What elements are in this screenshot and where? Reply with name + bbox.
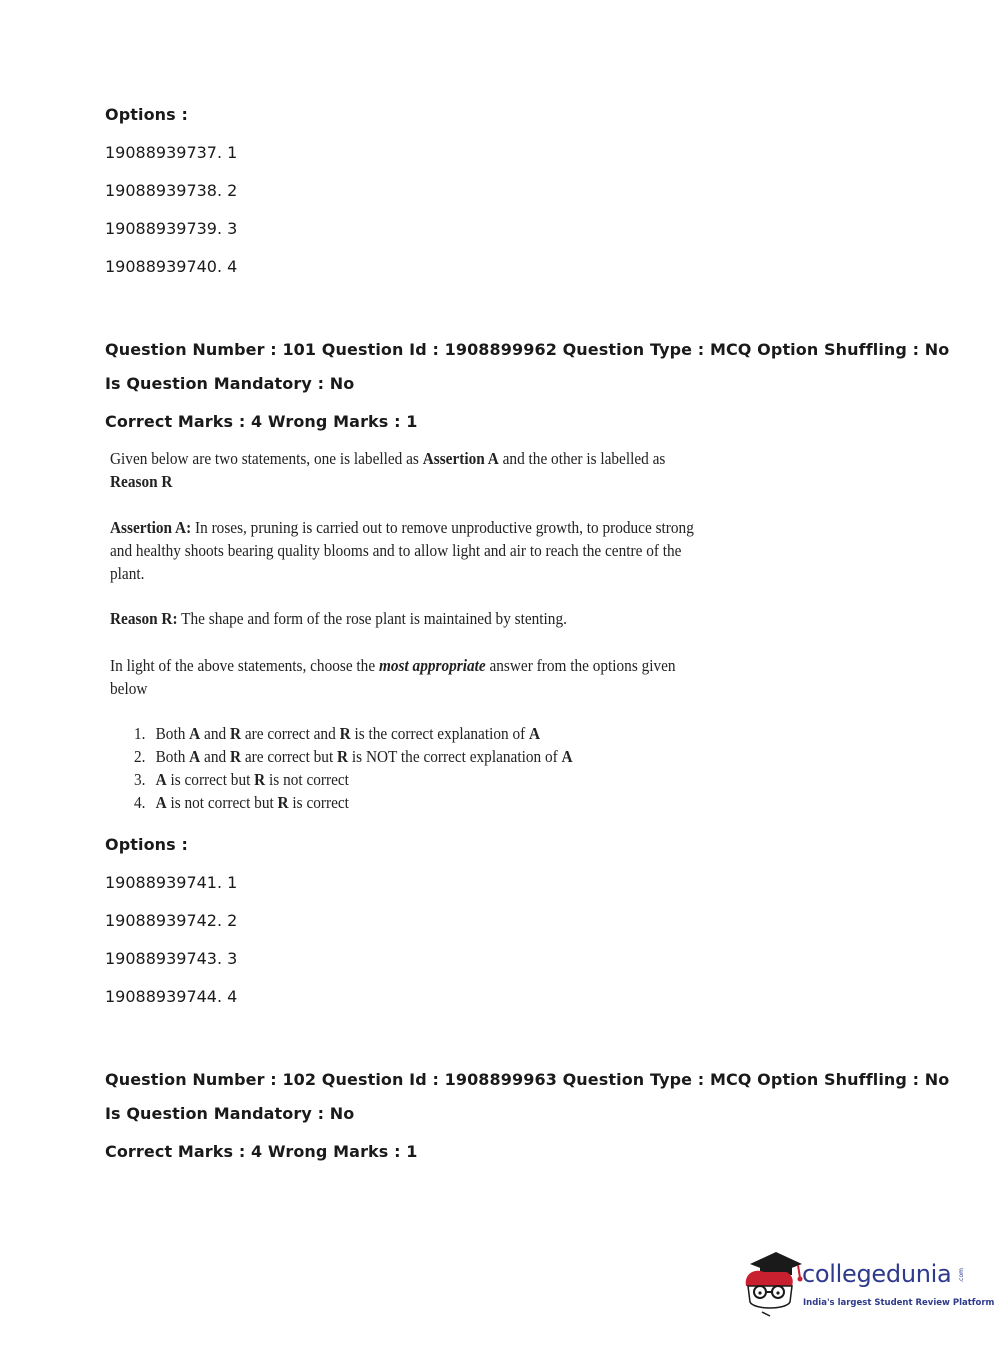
choice-text: Both: [155, 747, 190, 766]
intro-reason: Reason R: [110, 472, 173, 491]
assertion-block: [110, 516, 759, 585]
choice-bold: R: [254, 770, 266, 789]
choice-bold: A: [155, 770, 167, 789]
choice-bold: A: [189, 724, 201, 743]
question-header: Question Number : 102 Question Id : 1908899963 Question Type : MCQ Option Shuffling : No: [105, 1070, 950, 1089]
mascot-icon: [740, 1246, 804, 1318]
assertion-text: In roses, pruning is carried out to remove unproductive growth, to produce strong: [191, 518, 694, 537]
choice-text: is the correct explanation of: [350, 724, 530, 743]
option-item: 19088939740. 4: [105, 257, 238, 276]
reason-line: [110, 607, 567, 630]
logo-com: .com: [958, 1268, 965, 1283]
intro-line: [110, 447, 665, 470]
choice-text: is not correct but: [166, 793, 278, 812]
question-marks: Correct Marks : 4 Wrong Marks : 1: [105, 1142, 418, 1161]
option-item: 19088939741. 1: [105, 873, 238, 892]
choice-item: [134, 791, 573, 814]
choice-number: 3.: [134, 770, 146, 789]
option-item: 19088939738. 2: [105, 181, 238, 200]
choice-item: [134, 722, 573, 745]
choice-bold: A: [529, 724, 541, 743]
assertion-line: plant.: [110, 564, 145, 583]
option-item: 19088939739. 3: [105, 219, 238, 238]
choice-text: Both: [155, 724, 190, 743]
assertion-line: and healthy shoots bearing quality blooms and to allow light and air to reach the centre of the: [110, 541, 682, 560]
instruction-emphasis: most appropriate: [378, 656, 486, 675]
reason-block: [110, 607, 618, 630]
logo-tagline: India's largest Student Review Platform: [803, 1298, 995, 1308]
option-item: 19088939744. 4: [105, 987, 238, 1006]
choice-list: [134, 722, 621, 814]
choice-text: is correct: [288, 793, 349, 812]
options-label: Options :: [105, 835, 188, 854]
choice-item: [134, 745, 573, 768]
question-mandatory: Is Question Mandatory : No: [105, 1104, 355, 1123]
option-item: 19088939737. 1: [105, 143, 238, 162]
option-item: 19088939742. 2: [105, 911, 238, 930]
intro-assertion: Assertion A: [422, 449, 499, 468]
reason-label: Reason R:: [110, 609, 178, 628]
choice-item: [134, 768, 573, 791]
reason-text: The shape and form of the rose plant is maintained by stenting.: [177, 609, 567, 628]
instruction-text: answer from the options given: [485, 656, 676, 675]
instruction-line: [110, 654, 676, 677]
option-item: 19088939743. 3: [105, 949, 238, 968]
instruction-text: In light of the above statements, choose the: [110, 656, 379, 675]
choice-bold: A: [189, 747, 201, 766]
assertion-label: Assertion A:: [110, 518, 192, 537]
choice-number: 4.: [134, 793, 146, 812]
instruction-line: below: [110, 679, 148, 698]
choice-bold: R: [277, 793, 289, 812]
choice-text: is correct but: [166, 770, 255, 789]
choice-bold: R: [339, 724, 351, 743]
choice-text: and: [200, 747, 230, 766]
choice-bold: R: [229, 747, 242, 766]
instruction-block: [110, 654, 738, 700]
choice-number: 1.: [134, 724, 146, 743]
assertion-line: [110, 516, 694, 539]
choice-bold: R: [229, 724, 242, 743]
choice-text: is NOT the correct explanation of: [348, 747, 562, 766]
question-header: Question Number : 101 Question Id : 1908899962 Question Type : MCQ Option Shuffling : No: [105, 340, 950, 359]
question-marks: Correct Marks : 4 Wrong Marks : 1: [105, 412, 418, 431]
choice-bold: R: [337, 747, 349, 766]
choice-bold: A: [155, 793, 167, 812]
choice-text: is not correct: [265, 770, 349, 789]
choice-text: are correct and: [241, 724, 340, 743]
choice-text: are correct but: [241, 747, 338, 766]
collegedunia-logo: [740, 1246, 995, 1318]
logo-name: collegedunia: [802, 1260, 952, 1288]
options-label: Options :: [105, 105, 188, 124]
choice-text: and: [200, 724, 230, 743]
choice-number: 2.: [134, 747, 146, 766]
question-body: [110, 447, 727, 493]
choice-bold: A: [561, 747, 573, 766]
question-mandatory: Is Question Mandatory : No: [105, 374, 355, 393]
intro-text: Given below are two statements, one is labelled as: [110, 449, 423, 468]
intro-text: and the other is labelled as: [498, 449, 666, 468]
intro-line: [110, 470, 665, 493]
